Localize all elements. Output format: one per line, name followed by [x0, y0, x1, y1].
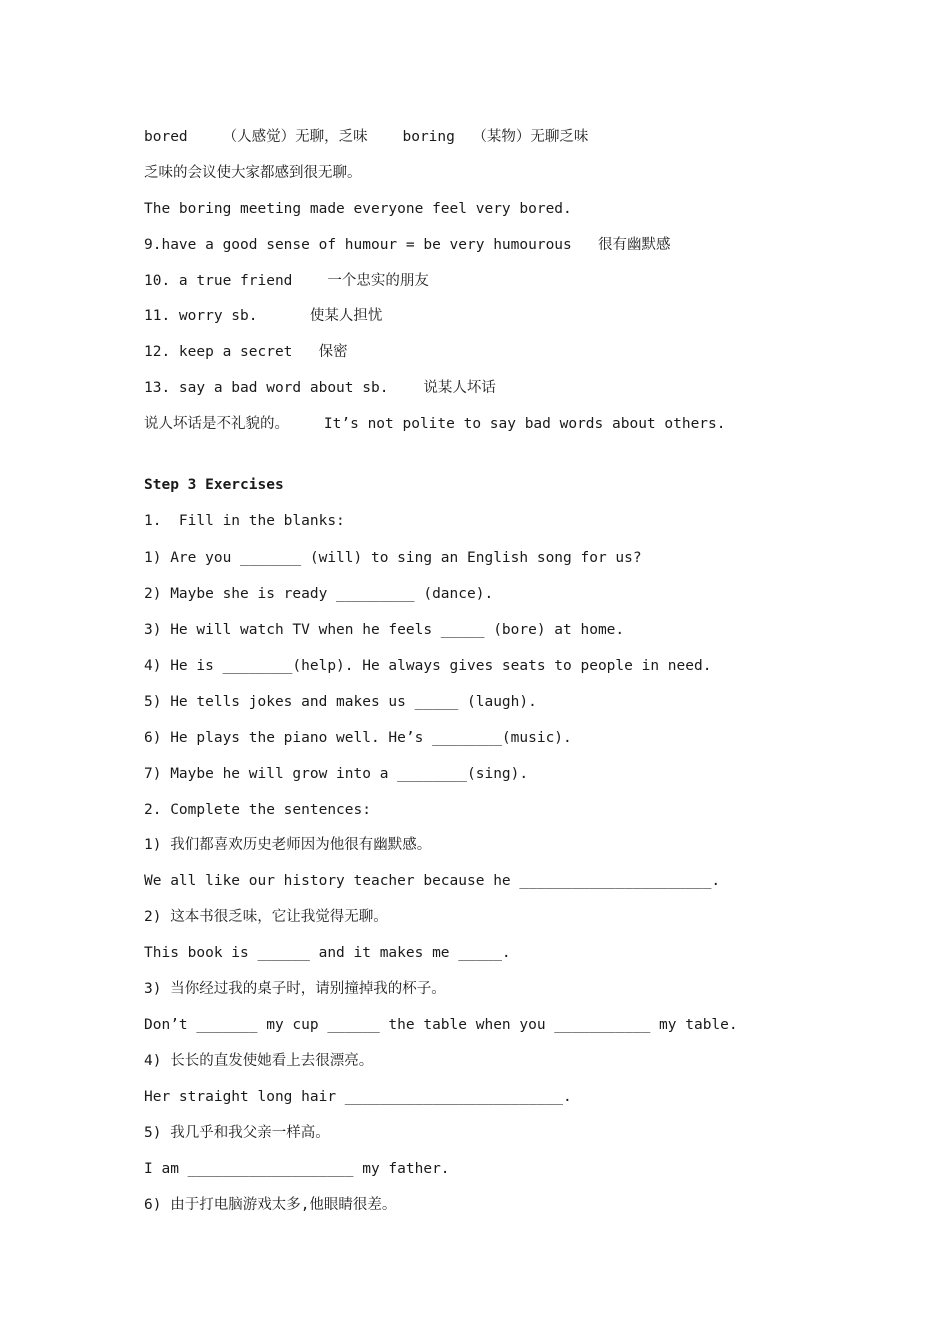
- exercise1-item: 7) Maybe he will grow into a ________(sing).: [144, 766, 529, 782]
- exercise2-item: Don’t _______ my cup ______ the table when you ___________ my table.: [144, 1017, 738, 1033]
- vocab-line-bored-boring: bored （人感觉）无聊，乏味 boring （某物）无聊乏味: [144, 129, 589, 145]
- exercise1-item: 3) He will watch TV when he feels _____ (bore) at home.: [144, 622, 625, 638]
- exercise1-item: 4) He is ________(help). He always gives seats to people in need.: [144, 658, 712, 674]
- exercise1-item: 6) He plays the piano well. He’s ________(music).: [144, 730, 572, 746]
- exercise2-item: 5) 我几乎和我父亲一样高。: [144, 1125, 330, 1141]
- exercise1-title: 1. Fill in the blanks:: [144, 513, 345, 529]
- vocab-item-9: 9.have a good sense of humour = be very humourous 很有幽默感: [144, 237, 671, 253]
- exercise2-item: We all like our history teacher because he ______________________.: [144, 873, 721, 889]
- exercise2-title: 2. Complete the sentences:: [144, 802, 371, 818]
- exercise1-item: 5) He tells jokes and makes us _____ (laugh).: [144, 694, 537, 710]
- vocab-item-13: 13. say a bad word about sb. 说某人坏话: [144, 380, 496, 396]
- exercise2-item: I am ___________________ my father.: [144, 1161, 450, 1177]
- exercise2-item: 4) 长长的直发使她看上去很漂亮。: [144, 1053, 374, 1069]
- vocab-item-11: 11. worry sb. 使某人担忧: [144, 308, 383, 324]
- section-heading: Step 3 Exercises: [144, 477, 284, 493]
- vocab-item-10: 10. a true friend 一个忠实的朋友: [144, 273, 429, 289]
- vocab-example-english: The boring meeting made everyone feel very bored.: [144, 201, 572, 217]
- vocab-item-12: 12. keep a secret 保密: [144, 344, 348, 360]
- exercise2-item: 1) 我们都喜欢历史老师因为他很有幽默感。: [144, 837, 432, 853]
- exercise2-item: 3) 当你经过我的桌子时，请别撞掉我的杯子。: [144, 981, 446, 997]
- vocab-example-polite: 说人坏话是不礼貌的。 It’s not polite to say bad words about others.: [144, 416, 726, 432]
- exercise2-item: 6) 由于打电脑游戏太多,他眼睛很差。: [144, 1197, 397, 1213]
- exercise1-item: 2) Maybe she is ready _________ (dance).: [144, 586, 494, 602]
- exercise2-item: Her straight long hair _________________________.: [144, 1089, 572, 1105]
- exercise2-item: 2) 这本书很乏味，它让我觉得无聊。: [144, 909, 388, 925]
- exercise1-item: 1) Are you _______ (will) to sing an English song for us?: [144, 550, 642, 566]
- exercise2-item: This book is ______ and it makes me _____.: [144, 945, 511, 961]
- vocab-example-chinese: 乏味的会议使大家都感到很无聊。: [144, 165, 362, 181]
